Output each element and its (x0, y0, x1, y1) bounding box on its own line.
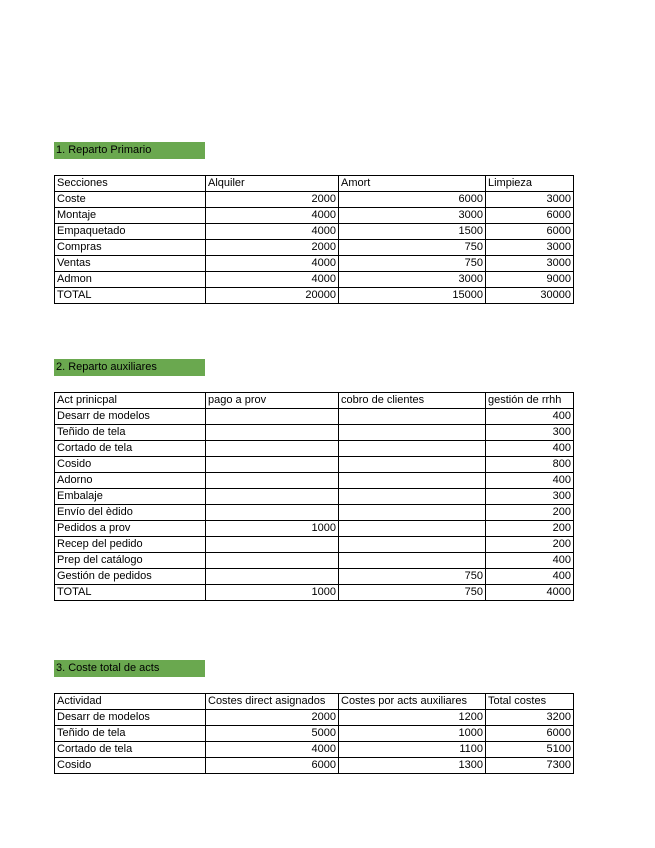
column-header: pago a prov (206, 393, 339, 409)
value-cell (339, 505, 486, 521)
value-cell (339, 521, 486, 537)
value-cell: 3000 (486, 256, 574, 272)
table-row (55, 505, 574, 521)
value-cell: 3000 (339, 208, 486, 224)
value-cell: 800 (486, 457, 574, 473)
value-cell (339, 489, 486, 505)
row-label: Compras (55, 240, 206, 256)
section-3-title: 3. Coste total de acts (54, 660, 205, 677)
auxiliary-allocation-table (54, 392, 574, 601)
row-label: Empaquetado (55, 224, 206, 240)
table-row (55, 585, 574, 601)
table-row (55, 489, 574, 505)
value-cell: 3000 (339, 272, 486, 288)
column-header: Costes direct asignados (206, 694, 339, 710)
value-cell (206, 553, 339, 569)
value-cell (339, 425, 486, 441)
column-header: Costes por acts auxiliares (339, 694, 486, 710)
value-cell: 4000 (206, 256, 339, 272)
value-cell: 200 (486, 521, 574, 537)
value-cell: 400 (486, 553, 574, 569)
table-row (55, 457, 574, 473)
column-header: Act prinicpal (55, 393, 206, 409)
table-row (55, 742, 574, 758)
header-row (55, 393, 574, 409)
header-row (55, 694, 574, 710)
value-cell: 1500 (339, 224, 486, 240)
row-label: Prep del catálogo (55, 553, 206, 569)
table-row (55, 726, 574, 742)
value-cell: 2000 (206, 192, 339, 208)
row-label: TOTAL (55, 585, 206, 601)
value-cell: 30000 (486, 288, 574, 304)
table-row (55, 537, 574, 553)
value-cell: 20000 (206, 288, 339, 304)
table-row (55, 409, 574, 425)
value-cell (206, 505, 339, 521)
value-cell: 3000 (486, 240, 574, 256)
value-cell (206, 569, 339, 585)
value-cell: 2000 (206, 710, 339, 726)
value-cell: 6000 (486, 726, 574, 742)
table-row (55, 441, 574, 457)
row-label: Embalaje (55, 489, 206, 505)
row-label: Recep del pedido (55, 537, 206, 553)
value-cell: 300 (486, 425, 574, 441)
row-label: Pedidos a prov (55, 521, 206, 537)
table-row (55, 208, 574, 224)
value-cell: 750 (339, 569, 486, 585)
value-cell (206, 441, 339, 457)
value-cell: 1000 (206, 521, 339, 537)
table-row (55, 710, 574, 726)
value-cell (206, 457, 339, 473)
row-label: Envío del èdido (55, 505, 206, 521)
value-cell (206, 537, 339, 553)
table-row (55, 288, 574, 304)
value-cell: 200 (486, 537, 574, 553)
value-cell: 1000 (206, 585, 339, 601)
row-label: Gestión de pedidos (55, 569, 206, 585)
value-cell: 6000 (486, 208, 574, 224)
table-row (55, 224, 574, 240)
column-header: cobro de clientes (339, 393, 486, 409)
row-label: Ventas (55, 256, 206, 272)
value-cell: 4000 (206, 742, 339, 758)
column-header: Secciones (55, 176, 206, 192)
value-cell: 5000 (206, 726, 339, 742)
value-cell (339, 457, 486, 473)
table-row (55, 272, 574, 288)
column-header: Total costes (486, 694, 574, 710)
value-cell: 1000 (339, 726, 486, 742)
row-label: Cortado de tela (55, 742, 206, 758)
value-cell (339, 441, 486, 457)
value-cell (339, 553, 486, 569)
value-cell: 400 (486, 569, 574, 585)
value-cell: 7300 (486, 758, 574, 774)
total-activity-cost-table (54, 693, 574, 774)
value-cell: 6000 (339, 192, 486, 208)
row-label: Cosido (55, 758, 206, 774)
value-cell: 1300 (339, 758, 486, 774)
row-label: Teñido de tela (55, 425, 206, 441)
value-cell: 1100 (339, 742, 486, 758)
row-label: Adorno (55, 473, 206, 489)
table-row (55, 240, 574, 256)
row-label: Coste (55, 192, 206, 208)
row-label: Admon (55, 272, 206, 288)
value-cell: 6000 (206, 758, 339, 774)
value-cell (206, 409, 339, 425)
value-cell: 750 (339, 240, 486, 256)
value-cell: 4000 (206, 208, 339, 224)
column-header: Limpieza (486, 176, 574, 192)
column-header: Amort (339, 176, 486, 192)
row-label: Montaje (55, 208, 206, 224)
value-cell: 300 (486, 489, 574, 505)
primary-allocation-table (54, 175, 574, 304)
value-cell (206, 473, 339, 489)
value-cell: 3000 (486, 192, 574, 208)
value-cell: 6000 (486, 224, 574, 240)
value-cell: 15000 (339, 288, 486, 304)
value-cell: 4000 (206, 224, 339, 240)
row-label: Teñido de tela (55, 726, 206, 742)
value-cell: 400 (486, 409, 574, 425)
value-cell: 5100 (486, 742, 574, 758)
column-header: Actividad (55, 694, 206, 710)
table-row (55, 192, 574, 208)
value-cell: 2000 (206, 240, 339, 256)
value-cell (206, 425, 339, 441)
section-2-title: 2. Reparto auxiliares (54, 359, 205, 376)
value-cell (339, 537, 486, 553)
value-cell: 750 (339, 585, 486, 601)
table-row (55, 521, 574, 537)
column-header: gestión de rrhh (486, 393, 574, 409)
row-label: TOTAL (55, 288, 206, 304)
value-cell: 200 (486, 505, 574, 521)
value-cell: 400 (486, 441, 574, 457)
column-header: Alquiler (206, 176, 339, 192)
value-cell: 400 (486, 473, 574, 489)
value-cell: 9000 (486, 272, 574, 288)
section-1-title: 1. Reparto Primario (54, 142, 205, 159)
value-cell: 4000 (486, 585, 574, 601)
table-row (55, 425, 574, 441)
value-cell: 4000 (206, 272, 339, 288)
value-cell (339, 473, 486, 489)
table-row (55, 256, 574, 272)
value-cell (339, 409, 486, 425)
value-cell: 1200 (339, 710, 486, 726)
value-cell: 750 (339, 256, 486, 272)
table-row (55, 569, 574, 585)
row-label: Desarr de modelos (55, 409, 206, 425)
table-row (55, 473, 574, 489)
row-label: Cortado de tela (55, 441, 206, 457)
table-row (55, 758, 574, 774)
row-label: Cosido (55, 457, 206, 473)
header-row (55, 176, 574, 192)
value-cell: 3200 (486, 710, 574, 726)
table-row (55, 553, 574, 569)
row-label: Desarr de modelos (55, 710, 206, 726)
value-cell (206, 489, 339, 505)
